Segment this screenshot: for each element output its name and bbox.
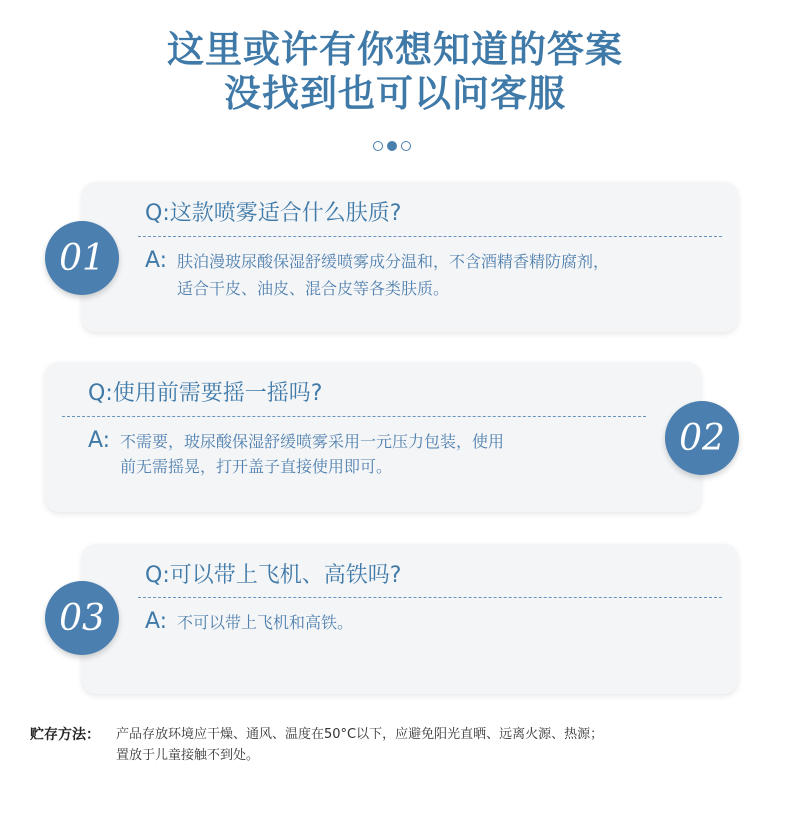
- faq-number-badge-1: 01: [45, 221, 119, 295]
- pager-dot-2-active[interactable]: [387, 141, 397, 151]
- faq-question-2: Q:使用前需要摇一摇吗?: [88, 381, 323, 406]
- page-title: 这里或许有你想知道的答案: [167, 28, 623, 71]
- faq-answer-label-2: A:: [88, 428, 111, 453]
- page-subtitle: 没找到也可以问客服: [224, 72, 566, 115]
- faq-answer-label-1: A:: [145, 248, 168, 273]
- pager-dot-1[interactable]: [373, 141, 383, 151]
- faq-answer-label-3: A:: [145, 609, 168, 634]
- faq-divider-1: [138, 236, 722, 237]
- faq-number-badge-3: 03: [45, 581, 119, 655]
- carousel-pager: [373, 141, 411, 151]
- faq-answer-1-line-1: 肤泊漫玻尿酸保湿舒缓喷雾成分温和，不含酒精香精防腐剂，: [177, 252, 610, 271]
- pager-dot-3[interactable]: [401, 141, 411, 151]
- storage-method-line-1: 产品存放环境应干燥、通风、温度在50°C以下，应避免阳光直晒、远离火源、热源；: [116, 727, 604, 742]
- faq-number-badge-2: 02: [665, 401, 739, 475]
- faq-question-1: Q:这款喷雾适合什么肤质?: [145, 201, 402, 226]
- faq-answer-3-line-1: 不可以带上飞机和高铁。: [177, 613, 354, 632]
- faq-divider-2: [62, 416, 646, 417]
- storage-method-line-2: 置放于儿童接触不到处。: [116, 748, 260, 763]
- faq-answer-1-line-2: 适合干皮、油皮、混合皮等各类肤质。: [177, 279, 450, 298]
- storage-method-text: [116, 724, 756, 766]
- faq-answer-2-line-2: 前无需摇晃，打开盖子直接使用即可。: [120, 457, 393, 476]
- storage-method-label: 贮存方法：: [30, 727, 100, 743]
- faq-divider-3: [138, 597, 722, 598]
- faq-question-3: Q:可以带上飞机、高铁吗?: [145, 563, 402, 588]
- faq-answer-2-line-1: 不需要，玻尿酸保湿舒缓喷雾采用一元压力包装，使用: [120, 432, 505, 451]
